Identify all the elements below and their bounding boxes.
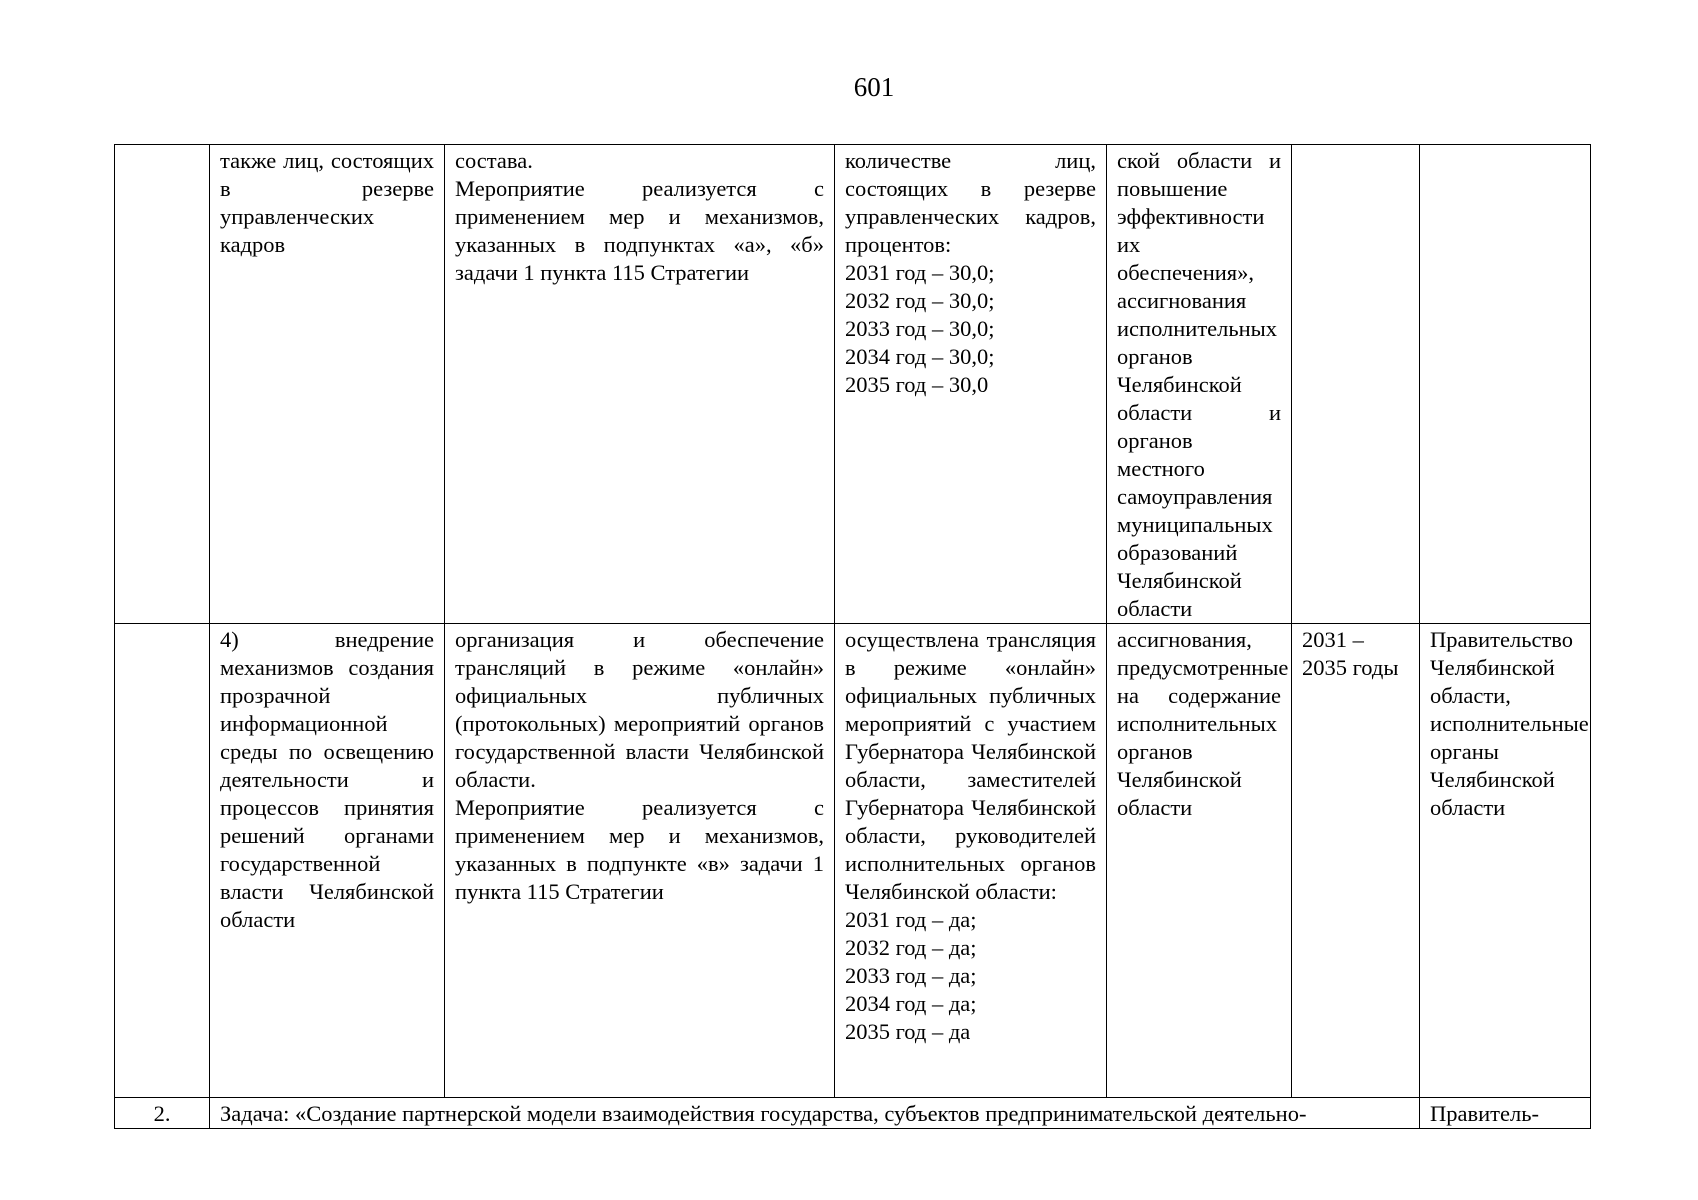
table-row: [115, 624, 1591, 1098]
indicator-year: 2035 год – да: [845, 1019, 971, 1044]
activity-cell: также лиц, состоящих в резерве управленческих кадров: [210, 145, 445, 624]
responsible-cell: [1420, 145, 1591, 624]
indicator-intro: количестве лиц, состоящих в резерве управленческих кадров, процентов:: [845, 148, 1096, 257]
responsible-cell: Правительство Челябинской области, исполнительные органы Челябинской области: [1420, 624, 1591, 1098]
indicator-year: 2033 год – 30,0;: [845, 316, 995, 341]
funding-cell: ассигнования, предусмотренные на содержание исполнительных органов Челябинской области: [1107, 624, 1292, 1098]
task-text-cell: Задача: «Создание партнерской модели взаимодействия государства, субъектов предпринимательской деятельно-: [210, 1098, 1420, 1129]
indicator-intro: осуществлена трансляция в режиме «онлайн» официальных публичных мероприятий с участием Губернатора Челябинской области, заместителей Губернатора Челябинской области, руководителей исполнительных органов Челябинской области:: [845, 627, 1096, 904]
activity-cell: 4) внедрение механизмов создания прозрачной информационной среды по освещению деятельности и процессов принятия решений органами государственной власти Челябинской области: [210, 624, 445, 1098]
task-row: [115, 1098, 1591, 1129]
indicator-year: 2033 год – да;: [845, 963, 977, 988]
indicator-year: 2034 год – да;: [845, 991, 977, 1016]
indicator-year: 2034 год – 30,0;: [845, 344, 995, 369]
indicator-year: 2031 год – да;: [845, 907, 977, 932]
funding-cell: ской области и повышение эффективности их обеспечения», ассигнования исполнительных органов Челябинской области и органов местного самоуправления муниципальных образований Челябинской области: [1107, 145, 1292, 624]
table-row: [115, 145, 1591, 624]
row-number-cell: [115, 624, 210, 1098]
indicator-year: 2031 год – 30,0;: [845, 260, 995, 285]
indicator-cell: [835, 624, 1107, 1098]
indicator-year: 2032 год – да;: [845, 935, 977, 960]
period-cell: [1292, 145, 1420, 624]
task-number-cell: 2.: [115, 1098, 210, 1129]
indicator-cell: [835, 145, 1107, 624]
period-cell: 2031 – 2035 годы: [1292, 624, 1420, 1098]
description-cell: состава. Мероприятие реализуется с применением мер и механизмов, указанных в подпунктах «а», «б» задачи 1 пункта 115 Стратегии: [445, 145, 835, 624]
description-cell: организация и обеспечение трансляций в режиме «онлайн» официальных публичных (протокольных) мероприятий органов государственной власти Челябинской области. Мероприятие реализуется с применением мер и механизмов, указанных в подпункте «в» задачи 1 пункта 115 Стратегии: [445, 624, 835, 1098]
row-number-cell: [115, 145, 210, 624]
page-number: 601: [853, 72, 895, 102]
task-responsible-cell: Правитель-: [1420, 1098, 1591, 1129]
indicator-year: 2032 год – 30,0;: [845, 288, 995, 313]
measures-table: [114, 144, 1591, 1129]
indicator-year: 2035 год – 30,0: [845, 372, 989, 397]
